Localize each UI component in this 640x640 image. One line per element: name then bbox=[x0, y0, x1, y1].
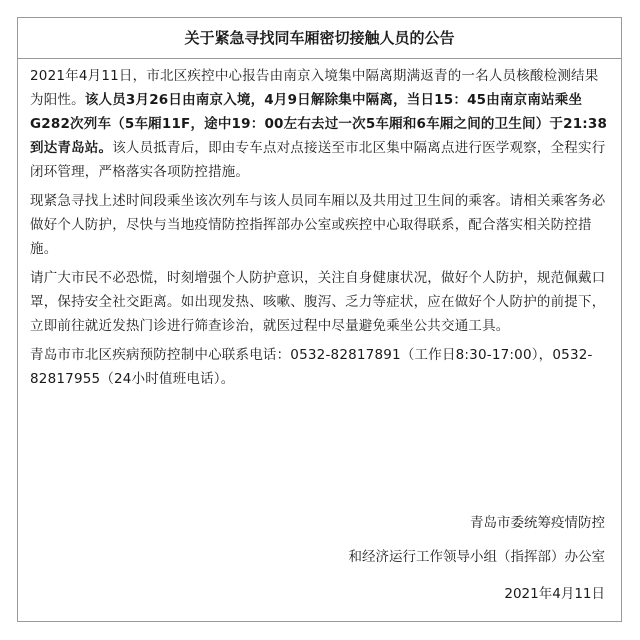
paragraph-case-report bbox=[30, 64, 611, 184]
notice-title: 关于紧急寻找同车厢密切接触人员的公告 bbox=[184, 29, 455, 47]
paragraph-search-passengers: 现紧急寻找上述时间段乘坐该次列车与该人员同车厢以及共用过卫生间的乘客。请相关乘客务必做好个人防护，尽快与当地疫情防控指挥部办公室或疾控中心取得联系，配合落实相关防控措施。 bbox=[30, 193, 606, 257]
case-report-text: 2021年4月11日，市北区疾控中心报告由南京入境集中隔离期满返青的一名人员核酸检测结果为阳性。 bbox=[30, 68, 599, 108]
paragraph-public-advice: 请广大市民不必恐慌，时刻增强个人防护意识，关注自身健康状况，做好个人防护，规范佩戴口罩，保持安全社交距离。如出现发热、咳嗽、腹泻、乏力等症状，应在做好个人防护的前提下，立即前往就近发热门诊进行筛查诊治，就医过程中尽量避免乘坐公共交通工具。 bbox=[30, 270, 606, 334]
notice-frame bbox=[17, 17, 622, 622]
issuer-line-2: 和经济运行工作领导小组（指挥部）办公室 bbox=[348, 549, 605, 565]
paragraph-contact-phone: 青岛市市北区疾病预防控制中心联系电话：0532-82817891（工作日8:30-17:00），0532-82817955（24小时值班电话）。 bbox=[30, 347, 593, 387]
case-itinerary-text: 该人员3月26日由南京入境，4月9日解除集中隔离，当日15：45由南京南站乘坐G282次列车（5车厢11F，途中19：00左右去过一次5车厢和6车厢之间的卫生间）于21:38到达青岛站。 bbox=[30, 92, 608, 156]
issue-date: 2021年4月11日 bbox=[504, 586, 605, 602]
case-quarantine-text: 该人员抵青后，即由专车点对点接送至市北区集中隔离点进行医学观察，全程实行闭环管理，严格落实各项防控措施。 bbox=[30, 140, 606, 180]
notice-body bbox=[30, 64, 611, 396]
issuer-line-1: 青岛市委统筹疫情防控 bbox=[470, 515, 605, 531]
title-divider bbox=[18, 58, 621, 59]
